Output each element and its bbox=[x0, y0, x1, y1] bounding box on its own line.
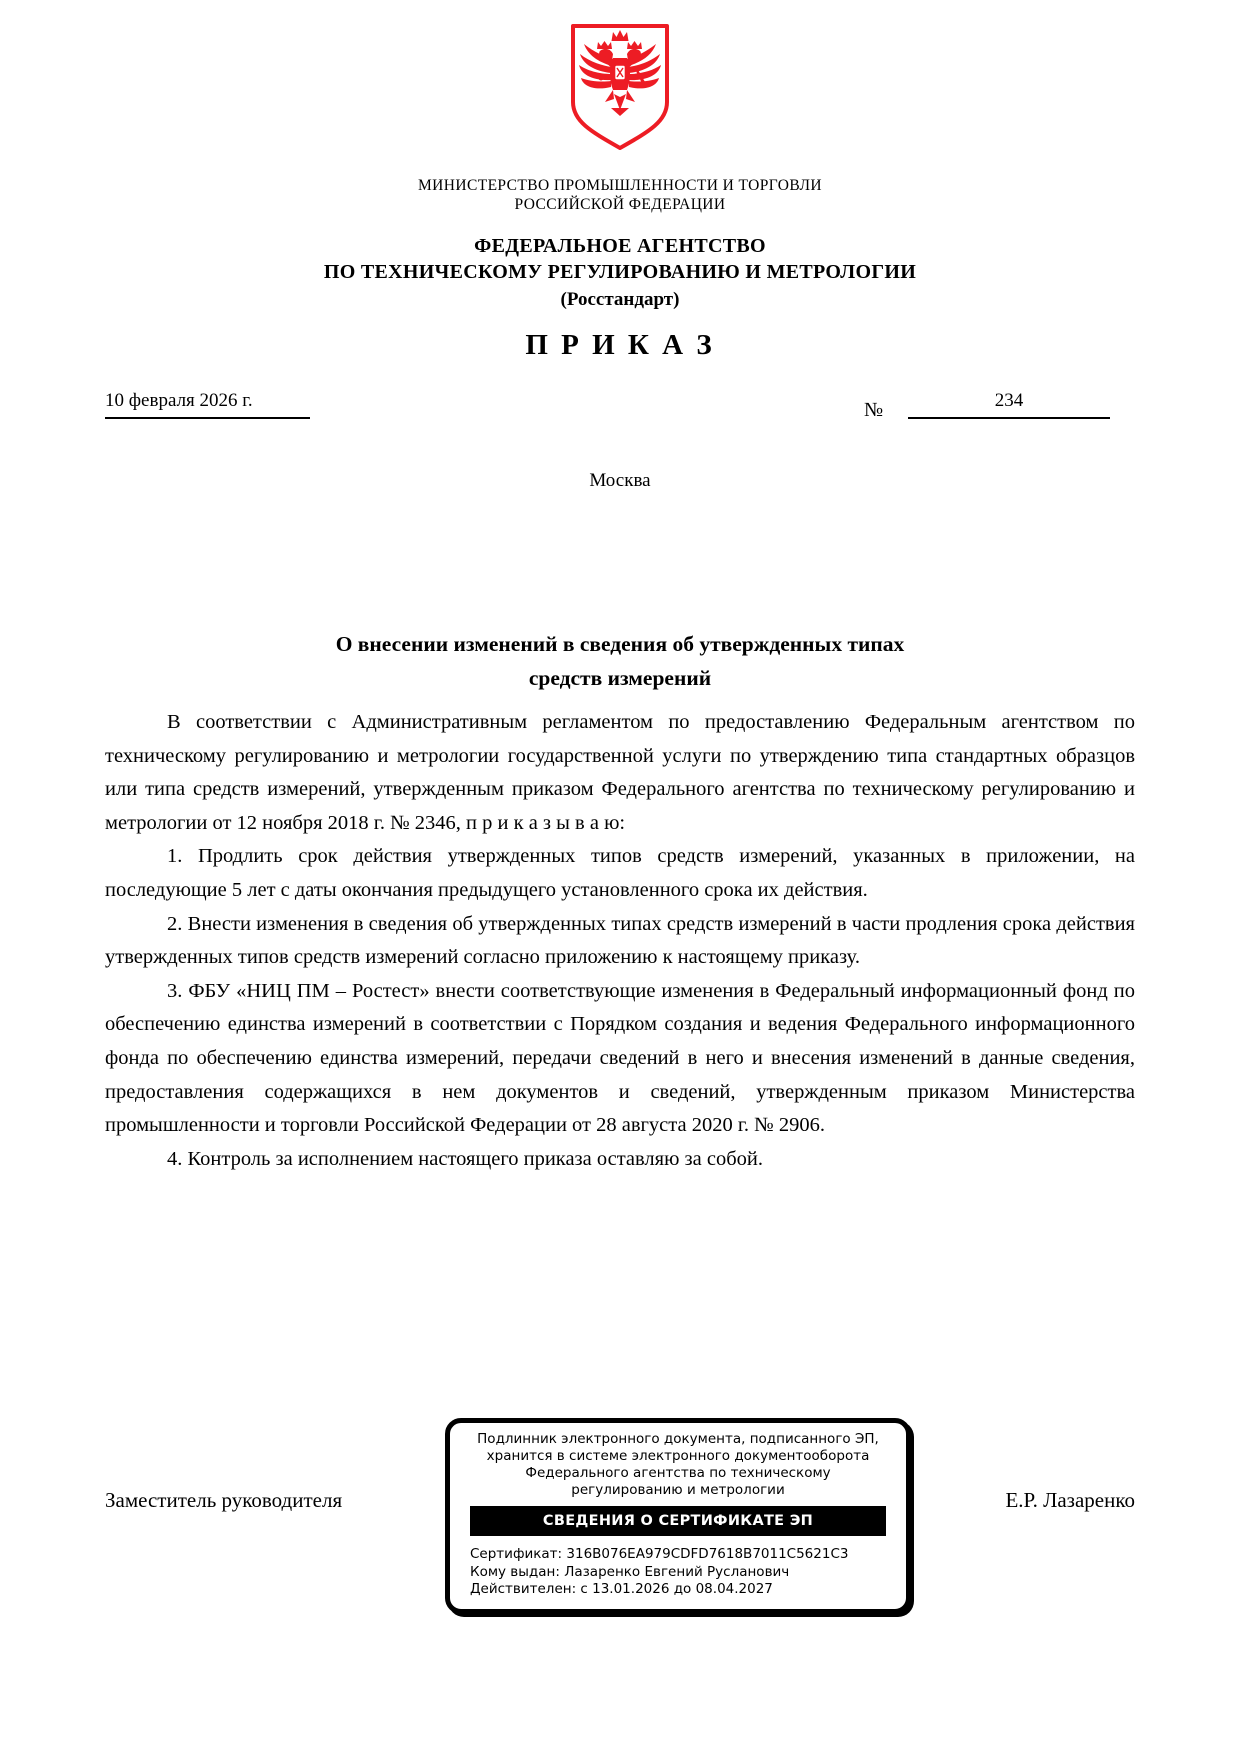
paragraph-item-2: 2. Внести изменения в сведения об утвержденных типах средств измерений в части продления срока действия утвержденных типов средств измерений согласно приложению к настоящему приказу. bbox=[105, 912, 1135, 969]
paragraph-item-4: 4. Контроль за исполнением настоящего приказа оставляю за собой. bbox=[167, 1147, 763, 1170]
document-body bbox=[105, 706, 1135, 1176]
paragraph-item-3: 3. ФБУ «НИЦ ПМ – Ростест» внести соответствующие изменения в Федеральный информационный фонд по обеспечению единства измерений в соответствии с Порядком создания и ведения Федерального информационного фонда по обеспечению единства измерений, передачи сведений в него и внесения изменений в данные сведения, предоставления содержащихся в нем документов и сведений, утвержденным приказом Министерства промышленности и торговли Российской Федерации от 28 августа 2020 г. № 2906. bbox=[105, 979, 1135, 1137]
agency-header bbox=[105, 233, 1135, 285]
certificate-validity: Действителен: с 13.01.2026 до 08.04.2027 bbox=[470, 1581, 773, 1597]
paragraph-item-1: 1. Продлить срок действия утвержденных типов средств измерений, указанных в приложении, на последующие 5 лет с даты окончания предыдущего установленного срока их действия. bbox=[105, 845, 1135, 901]
stamp-certificate-bar: СВЕДЕНИЯ О СЕРТИФИКАТЕ ЭП bbox=[470, 1506, 886, 1536]
stamp-header-line-4: регулированию и метрологии bbox=[571, 1482, 785, 1498]
paragraph-preamble: В соответствии с Административным регламентом по предоставлению Федеральным агентством по техническому регулированию и метрологии государственной услуги по утверждению типа стандартных образцов или типа средств измерений, утвержденным приказом Федерального агентства по техническому регулированию и метрологии от 12 ноября 2018 г. № 2346, п р и к а з ы в а ю: bbox=[105, 711, 1135, 834]
agency-line-1: ФЕДЕРАЛЬНОЕ АГЕНТСТВО bbox=[474, 235, 766, 257]
certificate-owner: Кому выдан: Лазаренко Евгений Русланович bbox=[470, 1563, 790, 1580]
stamp-header-line-3: Федерального агентства по техническому bbox=[525, 1465, 831, 1481]
certificate-number: Сертификат: 316B076EA979CDFD7618B7011C5621C3 bbox=[470, 1546, 849, 1562]
number-value: 234 bbox=[994, 390, 1024, 411]
stamp-header-text bbox=[450, 1431, 906, 1499]
ministry-header bbox=[105, 176, 1135, 214]
document-title bbox=[105, 627, 1135, 695]
stamp-header-line-2: хранится в системе электронного документооборота bbox=[486, 1448, 870, 1464]
date-value: 10 февраля 2026 г. bbox=[105, 390, 253, 411]
stamp-certificate-details bbox=[470, 1546, 894, 1599]
stamp-header-line-1: Подлинник электронного документа, подписанного ЭП, bbox=[477, 1431, 879, 1447]
coat-of-arms-icon bbox=[567, 20, 673, 156]
city-label: Москва bbox=[589, 470, 651, 491]
agency-short-name: (Росстандарт) bbox=[560, 289, 680, 310]
electronic-signature-stamp bbox=[445, 1418, 911, 1614]
agency-line-2: ПО ТЕХНИЧЕСКОМУ РЕГУЛИРОВАНИЮ И МЕТРОЛОГИИ bbox=[323, 261, 917, 283]
signer-name: Е.Р. Лазаренко bbox=[1005, 1488, 1135, 1512]
title-line-2: средств измерений bbox=[528, 666, 712, 690]
number-field bbox=[908, 390, 1110, 419]
ministry-line-2: РОССИЙСКОЙ ФЕДЕРАЦИИ bbox=[514, 196, 726, 213]
title-line-1: О внесении изменений в сведения об утвержденных типах bbox=[335, 632, 905, 656]
signer-position: Заместитель руководителя bbox=[105, 1488, 343, 1512]
document-type-title: П Р И К А З bbox=[525, 329, 715, 361]
number-sign: № bbox=[864, 399, 884, 421]
date-field bbox=[105, 390, 310, 419]
ministry-line-1: МИНИСТЕРСТВО ПРОМЫШЛЕННОСТИ И ТОРГОВЛИ bbox=[418, 177, 822, 194]
